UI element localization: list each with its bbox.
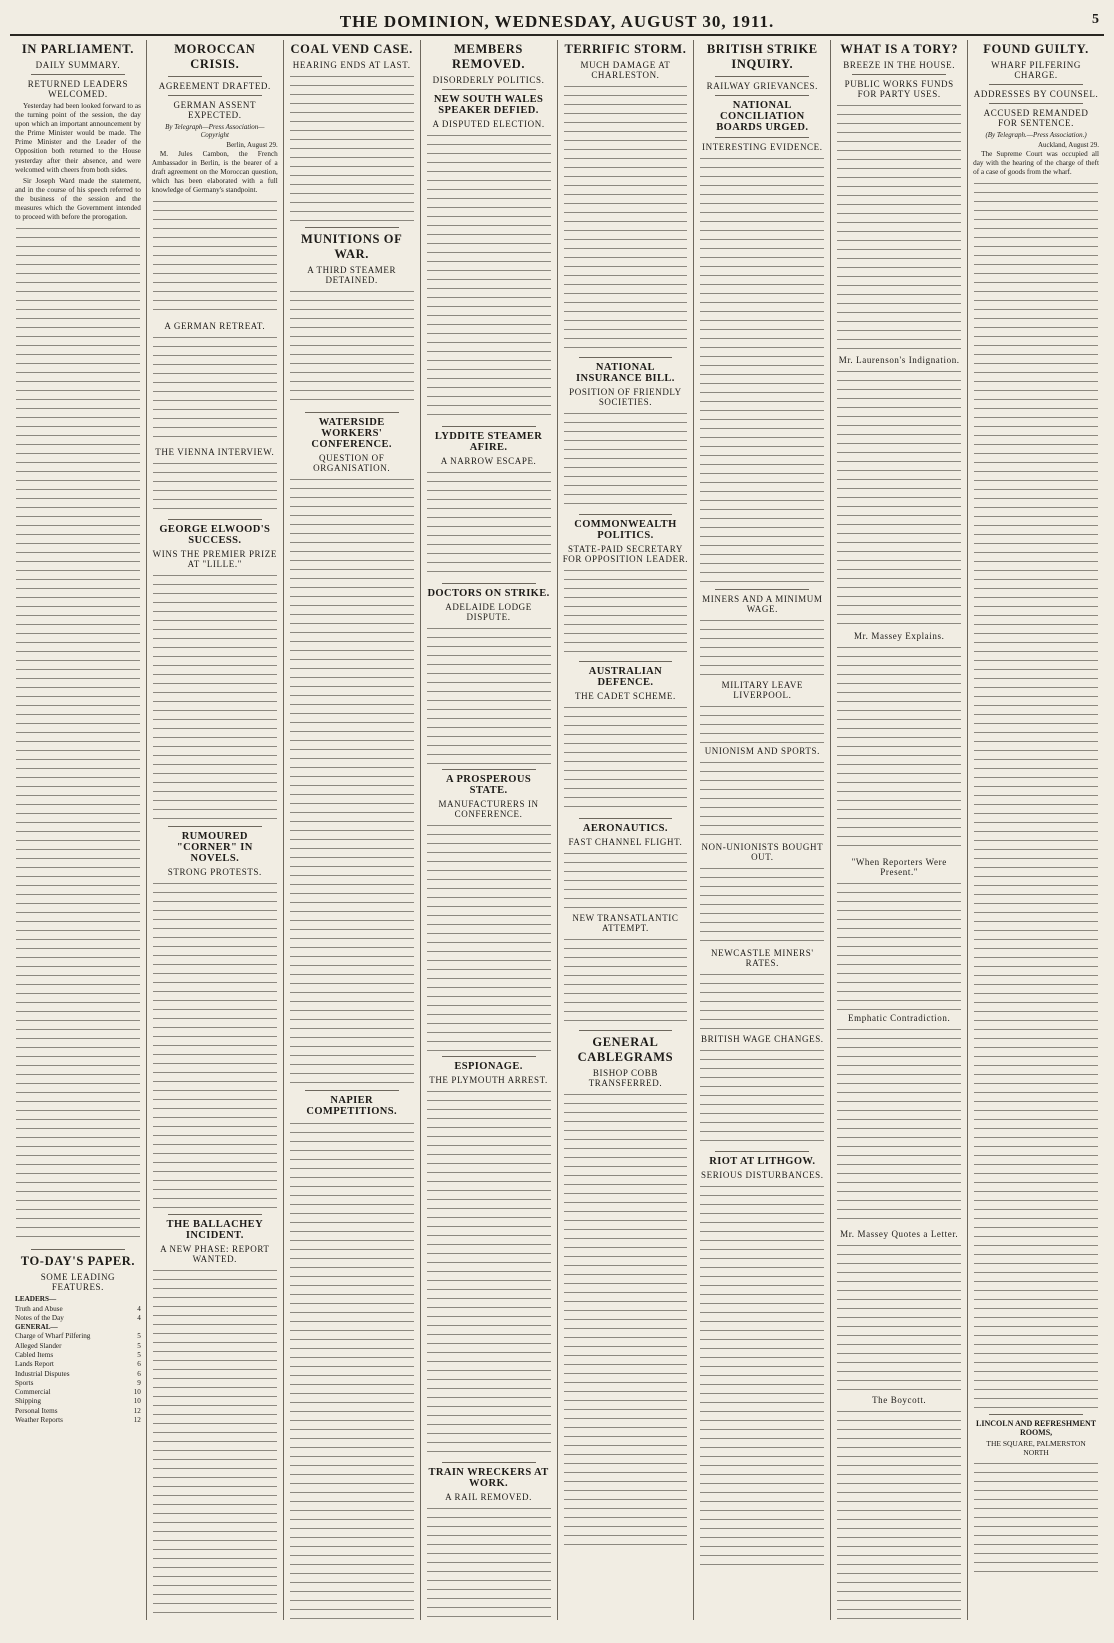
- article-body-text: [564, 1091, 688, 1551]
- subhead-german-assent: GERMAN ASSENT EXPECTED.: [173, 100, 257, 120]
- subhead-boycott: The Boycott.: [872, 1395, 927, 1405]
- advertisement-body: [974, 1460, 1098, 1580]
- subhead-disorderly: DISORDERLY POLITICS.: [432, 75, 545, 85]
- masthead-title: THE DOMINION, WEDNESDAY, AUGUST 30, 1911.: [339, 12, 775, 31]
- subhead-vienna-interview: THE VIENNA INTERVIEW.: [155, 447, 275, 458]
- dateline: Berlin, August 29.: [226, 141, 278, 149]
- divider: [715, 137, 809, 138]
- column-terrific-storm: [558, 40, 695, 1620]
- divider: [989, 103, 1083, 104]
- divider: [442, 89, 536, 90]
- article-paragraph: The Supreme Court was occupied all day with the hearing of the charge of theft of a case of goods from the wharf.: [973, 150, 1099, 177]
- article-body-text: [837, 1026, 961, 1226]
- headline-terrific-storm: TERRIFIC STORM.: [564, 42, 687, 56]
- article-body-text: [564, 83, 688, 353]
- divider: [715, 589, 809, 590]
- headline-ballachey: THE BALLACHEY INCIDENT.: [166, 1219, 264, 1242]
- subhead-organisation: QUESTION OF ORGANISATION.: [313, 453, 391, 473]
- subhead-public-works: PUBLIC WORKS FUNDS FOR PARTY USES.: [844, 79, 954, 99]
- subhead-serious-disturbances: SERIOUS DISTURBANCES.: [701, 1170, 824, 1180]
- headline-members-removed: MEMBERS REMOVED.: [451, 42, 526, 71]
- article-body-text: [974, 180, 1098, 1410]
- divider: [31, 1249, 125, 1250]
- article-body-text: [290, 73, 414, 223]
- divider: [305, 1090, 399, 1091]
- subhead-cadet-scheme: THE CADET SCHEME.: [575, 691, 676, 701]
- article-paragraph: Yesterday had been looked forward to as the turning point of the session, the day upon which an important announcement by the Prime Minister would be made. The Prime Minister and the Leader of the Opposition both returned to the House yesterday after their absence, and were welcomed with cheers from both sides.: [15, 102, 141, 174]
- article-body-text: [153, 880, 277, 1210]
- divider: [442, 1056, 536, 1057]
- column-what-is-tory: [831, 40, 968, 1620]
- subhead-wharf-pilfering: WHARF PILFERING CHARGE.: [991, 60, 1081, 80]
- headline-what-is-tory: WHAT IS A TORY?: [840, 42, 959, 56]
- column-members-removed: [421, 40, 558, 1620]
- article-body-text: [153, 1267, 277, 1620]
- headline-espionage: ESPIONAGE.: [454, 1061, 523, 1072]
- article-body-text: [427, 822, 551, 1052]
- subhead-bishop-cobb: BISHOP COBB TRANSFERRED.: [588, 1068, 663, 1088]
- article-body-text: [427, 1088, 551, 1458]
- subhead-returned-leaders: RETURNED LEADERS WELCOMED.: [27, 79, 129, 99]
- toc-row: Lands Report 6: [15, 1360, 141, 1369]
- subhead-contradiction: Emphatic Contradiction.: [848, 1013, 951, 1023]
- headline-general-cablegrams: GENERAL CABLEGRAMS: [577, 1035, 674, 1064]
- subhead-transatlantic: NEW TRANSATLANTIC ATTEMPT.: [572, 913, 679, 933]
- subhead-disputed-election: A DISPUTED ELECTION.: [432, 119, 545, 129]
- subhead-daily-summary: DAILY SUMMARY.: [35, 60, 121, 70]
- toc-general-label: GENERAL—: [15, 1323, 58, 1332]
- subhead-newcastle-miners: NEWCASTLE MINERS' RATES.: [711, 948, 814, 968]
- subhead-third-steamer: A THIRD STEAMER DETAINED.: [307, 265, 397, 285]
- headline-train-wreckers: TRAIN WRECKERS AT WORK.: [428, 1467, 549, 1489]
- article-body-text: [837, 644, 961, 854]
- divider: [989, 84, 1083, 85]
- article-body-text: [837, 880, 961, 1010]
- article-body-text: [700, 703, 824, 743]
- divider: [579, 818, 673, 819]
- headline-lyddite: LYDDITE STEAMER AFIRE.: [434, 431, 543, 453]
- article-body-text: [16, 225, 140, 1245]
- subhead-hearing-ends: HEARING ENDS AT LAST.: [292, 60, 411, 70]
- toc-row: Cabled Items 5: [15, 1351, 141, 1359]
- article-body-text: [564, 850, 688, 910]
- subhead-conciliation: NATIONAL CONCILIATION BOARDS URGED.: [716, 100, 809, 133]
- column-british-strike: [694, 40, 831, 1620]
- article-body-text: [427, 469, 551, 579]
- divider: [579, 661, 673, 662]
- subhead-accused-remanded: ACCUSED REMANDED FOR SENTENCE.: [983, 108, 1089, 128]
- toc-row: Personal Items 12: [15, 1406, 141, 1415]
- headline-prosperous-state: A PROSPEROUS STATE.: [446, 774, 532, 796]
- headline-waterside: WATERSIDE WORKERS' CONFERENCE.: [311, 417, 392, 450]
- subhead-strong-protests: STRONG PROTESTS.: [167, 867, 262, 878]
- subhead-leading-features: SOME LEADING FEATURES.: [40, 1272, 116, 1293]
- advertisement-line: THE SQUARE, PALMERSTON NORTH: [986, 1439, 1086, 1458]
- article-body-text: [153, 460, 277, 515]
- divider: [168, 1214, 262, 1215]
- article-body-text: [700, 865, 824, 945]
- headline-napier: NAPIER COMPETITIONS.: [306, 1095, 398, 1117]
- divider: [852, 74, 946, 75]
- press-credit: By Telegraph—Press Association—Copyright: [165, 123, 265, 139]
- divider: [168, 76, 262, 77]
- divider: [989, 1414, 1083, 1415]
- divider: [442, 426, 536, 427]
- subhead-reporters: "When Reporters Were Present.": [851, 857, 947, 877]
- article-body-text: [564, 410, 688, 510]
- article-body-text: [427, 132, 551, 422]
- subhead-report-wanted: A NEW PHASE: REPORT WANTED.: [160, 1244, 270, 1265]
- toc-row: Notes of the Day 4: [15, 1313, 141, 1322]
- article-body-text: [837, 1408, 961, 1620]
- columns: [10, 40, 1104, 1620]
- headline-corner-novels: RUMOURED "CORNER" IN NOVELS.: [176, 831, 253, 865]
- article-body-text: [837, 1242, 961, 1392]
- advertisement-line: LINCOLN AND REFRESHMENT ROOMS,: [976, 1419, 1097, 1438]
- divider: [579, 357, 673, 358]
- headline-found-guilty: FOUND GUILTY.: [983, 42, 1089, 56]
- article-body-text: [153, 334, 277, 444]
- column-moroccan-crisis: [147, 40, 284, 1620]
- column-coal-vend: [284, 40, 421, 1620]
- toc-row: Alleged Slander 5: [15, 1341, 141, 1350]
- article-paragraph: M. Jules Cambon, the French Ambassador in Berlin, is the bearer of a draft agreement on the Moroccan question, which has been elaborated with a full knowledge of Germany's standpoint.: [151, 150, 278, 195]
- article-body-text: [700, 1183, 824, 1573]
- article-body-text: [427, 625, 551, 765]
- divider: [442, 769, 536, 770]
- toc-row: Weather Reports 12: [15, 1416, 141, 1425]
- page-number: 5: [1092, 12, 1100, 27]
- subhead-charleston: MUCH DAMAGE AT CHARLESTON.: [580, 60, 671, 80]
- subhead-german-retreat: A GERMAN RETREAT.: [164, 321, 266, 332]
- divider: [305, 227, 399, 228]
- headline-riot-lithgow: RIOT AT LITHGOW.: [709, 1156, 816, 1167]
- toc-row: Commercial 10: [15, 1388, 141, 1397]
- subhead-wage-changes: BRITISH WAGE CHANGES.: [700, 1034, 824, 1044]
- divider: [442, 583, 536, 584]
- article-body-text: [837, 102, 961, 352]
- headline-coal-vend: COAL VEND CASE.: [290, 42, 413, 56]
- toc-leaders-label: LEADERS—: [15, 1295, 57, 1304]
- article-body-text: [564, 567, 688, 657]
- headline-insurance-bill: NATIONAL INSURANCE BILL.: [576, 362, 675, 384]
- subhead-railway-grievances: RAILWAY GRIEVANCES.: [706, 81, 819, 91]
- divider: [715, 76, 809, 77]
- masthead: [10, 10, 1104, 36]
- divider: [715, 95, 809, 96]
- divider: [579, 1030, 673, 1031]
- subhead-premier-prize: WINS THE PREMIER PRIZE AT "LILLE.": [152, 549, 277, 570]
- subhead-narrow-escape: A NARROW ESCAPE.: [440, 456, 537, 466]
- divider: [715, 1151, 809, 1152]
- dateline: Auckland, August 29.: [1037, 141, 1099, 149]
- subhead-military-leave: MILITARY LEAVE LIVERPOOL.: [721, 680, 804, 700]
- article-body-text: [564, 704, 688, 814]
- divider: [168, 519, 262, 520]
- subhead-massey-explains: Mr. Massey Explains.: [853, 631, 945, 641]
- divider: [168, 95, 262, 96]
- subhead-interesting-evidence: INTERESTING EVIDENCE.: [702, 142, 823, 152]
- article-body-text: [700, 759, 824, 839]
- article-body-text: [564, 936, 688, 1026]
- subhead-agreement-drafted: AGREEMENT DRAFTED.: [158, 81, 271, 91]
- toc-row: Shipping 10: [15, 1397, 141, 1406]
- article-body-text: [290, 288, 414, 408]
- article-body-text: [700, 617, 824, 677]
- subhead-friendly-societies: POSITION OF FRIENDLY SOCIETIES.: [569, 387, 682, 407]
- column-found-guilty: [968, 40, 1104, 1620]
- subhead-addresses-counsel: ADDRESSES BY COUNSEL.: [973, 89, 1099, 99]
- article-body-text: [700, 971, 824, 1031]
- headline-doctors-strike: DOCTORS ON STRIKE.: [427, 588, 550, 599]
- divider: [305, 412, 399, 413]
- divider: [168, 826, 262, 827]
- headline-commonwealth: COMMONWEALTH POLITICS.: [574, 519, 677, 541]
- subhead-unionism-sports: UNIONISM AND SPORTS.: [704, 746, 820, 756]
- toc-row: Industrial Disputes 6: [15, 1369, 141, 1378]
- press-credit: (By Telegraph.—Press Association.): [985, 131, 1087, 139]
- article-body-text: [837, 368, 961, 628]
- subhead-manufacturers: MANUFACTURERS IN CONFERENCE.: [438, 799, 539, 819]
- subhead-state-paid: STATE-PAID SECRETARY FOR OPPOSITION LEADER.: [562, 544, 689, 564]
- article-body-text: [427, 1505, 551, 1620]
- subhead-massey-letter: Mr. Massey Quotes a Letter.: [840, 1229, 959, 1239]
- headline-moroccan-crisis: MOROCCAN CRISIS.: [174, 42, 256, 71]
- headline-nsw-speaker: NEW SOUTH WALES SPEAKER DEFIED.: [433, 94, 544, 116]
- headline-aeronautics: AERONAUTICS.: [582, 823, 668, 834]
- divider: [31, 74, 125, 75]
- headline-elwood: GEORGE ELWOOD'S SUCCESS.: [159, 524, 271, 547]
- toc-row: Charge of Wharf Pilfering 5: [15, 1332, 141, 1341]
- article-body-text: [153, 572, 277, 822]
- article-body-text: [700, 1047, 824, 1147]
- subhead-laurenson: Mr. Laurenson's Indignation.: [838, 355, 960, 365]
- divider: [579, 514, 673, 515]
- newspaper-page: [10, 10, 1104, 1623]
- article-body-text: [290, 476, 414, 1086]
- article-paragraph: Sir Joseph Ward made the statement, and in the course of his speech referred to the business of the session and the measures which the Government intended to proceed with before the prorogation.: [15, 176, 141, 222]
- headline-in-parliament: IN PARLIAMENT.: [21, 42, 134, 56]
- headline-todays-paper: TO-DAY'S PAPER.: [20, 1254, 136, 1269]
- toc-row: Sports 9: [15, 1378, 141, 1387]
- toc-row: Truth and Abuse 4: [15, 1304, 141, 1313]
- subhead-rail-removed: A RAIL REMOVED.: [445, 1492, 533, 1502]
- subhead-channel-flight: FAST CHANNEL FLIGHT.: [568, 837, 683, 847]
- article-body-text: [290, 1120, 414, 1620]
- subhead-adelaide-lodge: ADELAIDE LODGE DISPUTE.: [445, 602, 532, 622]
- article-body-text: [700, 155, 824, 585]
- subhead-minimum-wage: MINERS AND A MINIMUM WAGE.: [702, 594, 823, 614]
- headline-defence: AUSTRALIAN DEFENCE.: [588, 666, 663, 688]
- headline-munitions: MUNITIONS OF WAR.: [301, 232, 403, 261]
- subhead-non-unionists: NON-UNIONISTS BOUGHT OUT.: [701, 842, 824, 862]
- subhead-breeze: BREEZE IN THE HOUSE.: [843, 60, 956, 70]
- headline-british-strike: BRITISH STRIKE INQUIRY.: [706, 42, 818, 71]
- column-in-parliament: [10, 40, 147, 1620]
- article-body-text: [153, 198, 277, 318]
- divider: [442, 1462, 536, 1463]
- subhead-plymouth-arrest: THE PLYMOUTH ARREST.: [429, 1075, 548, 1085]
